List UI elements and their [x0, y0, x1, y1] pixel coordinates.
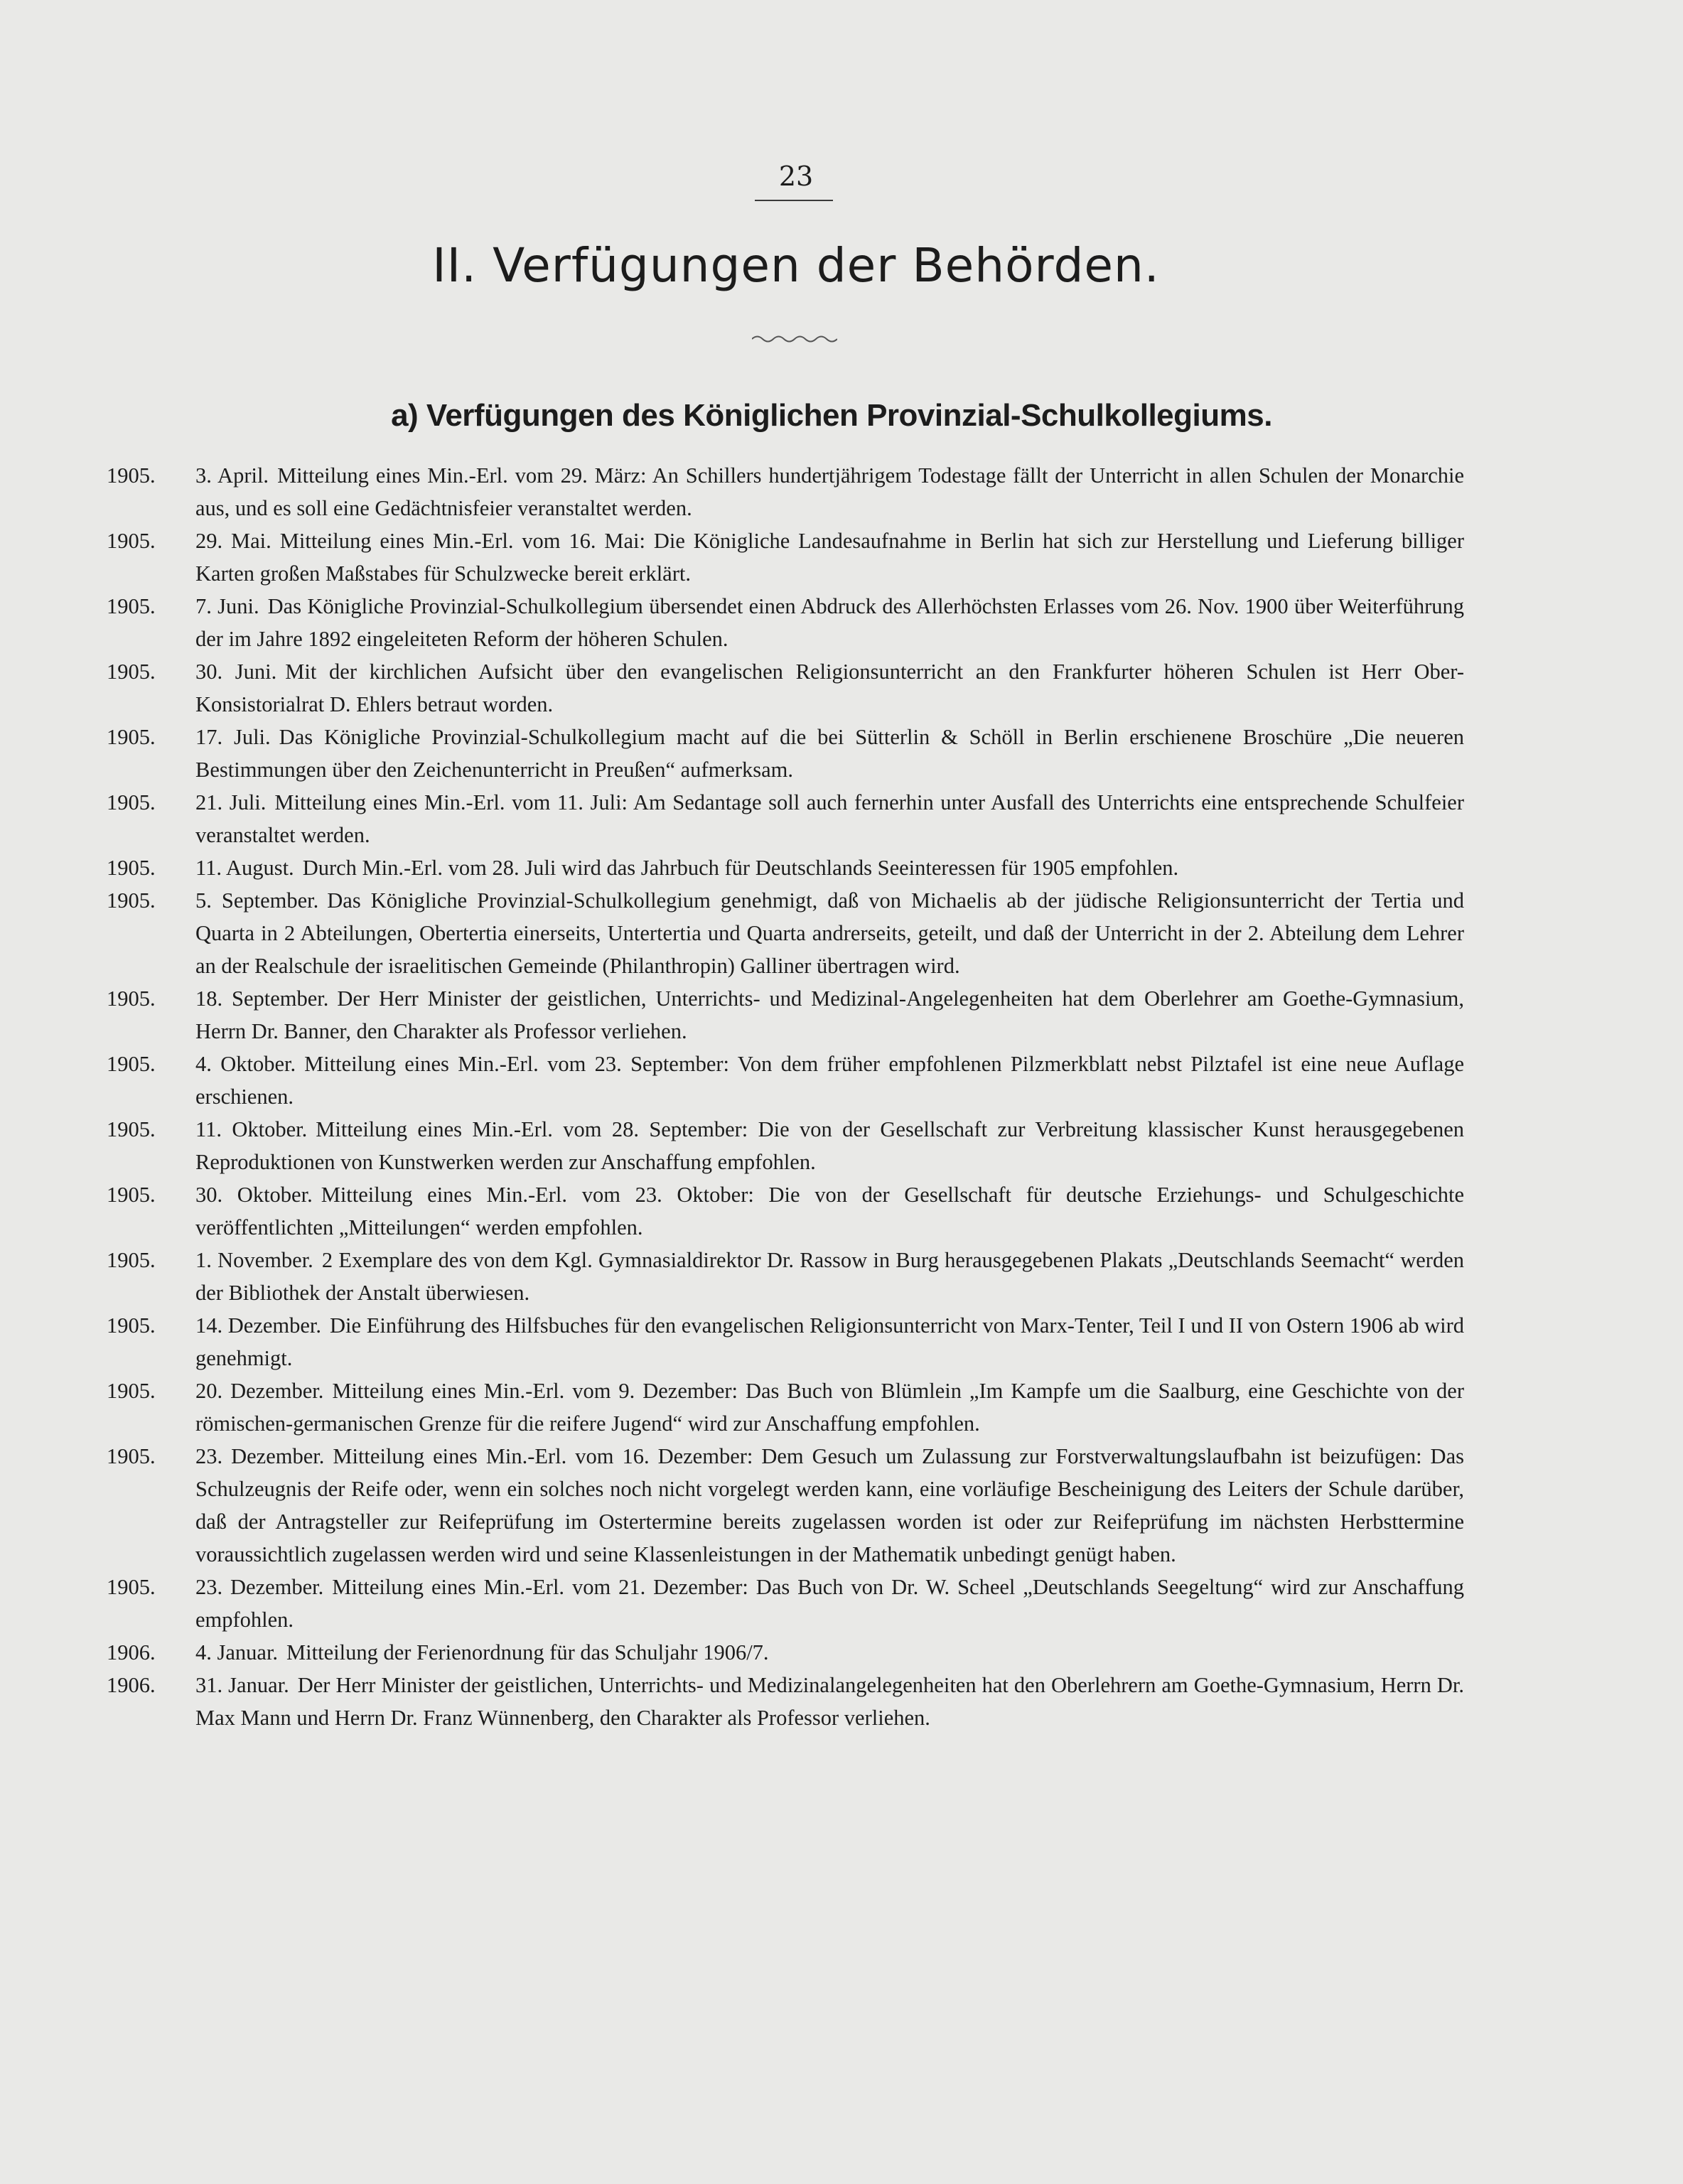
entry-text: 2 Exemplare des von dem Kgl. Gymnasialdirektor Dr. Rassow in Burg herausgegebenen Plakats „Deutschlands Seemacht“ werden der Bibliothek der Anstalt überwiesen.: [195, 1248, 1464, 1305]
entry-body: [195, 982, 1464, 1048]
entry-year: 1906.: [107, 1673, 156, 1697]
entry-year: 1905.: [107, 1313, 156, 1338]
list-item: [107, 851, 1464, 884]
entry-date: 23. Dezember.: [195, 1444, 325, 1468]
entry-body: [195, 1636, 1464, 1669]
list-item: [107, 1440, 1464, 1571]
entry-body: [195, 1178, 1464, 1244]
entry-date: 30. Juni.: [195, 660, 277, 684]
list-item: [107, 1669, 1464, 1734]
entry-text: Mitteilung eines Min.-Erl. vom 29. März: An Schillers hundertjährigem Todestage fällt der Unterricht in allen Schulen der Monarchie aus, und es soll eine Gedächtnisfeier veranstaltet werden.: [195, 463, 1464, 520]
subsection-title: a) Verfügungen des Königlichen Provinzial-Schulkollegiums.: [391, 398, 1272, 433]
entry-body: [195, 1440, 1464, 1571]
entry-text: Mitteilung eines Min.-Erl. vom 28. September: Die von der Gesellschaft zur Verbreitung klassischer Kunst herausgegebenen Reproduktionen von Kunstwerken werden zur Anschaffung empfohlen.: [195, 1117, 1464, 1174]
list-item: [107, 655, 1464, 721]
entry-year: 1905.: [107, 594, 156, 618]
list-item: [107, 786, 1464, 851]
entry-body: [195, 459, 1464, 525]
page-number: 23: [778, 161, 814, 192]
entry-body: [195, 884, 1464, 982]
entry-date: 20. Dezember.: [195, 1379, 324, 1403]
list-item: [107, 982, 1464, 1048]
entry-body: [195, 721, 1464, 786]
entry-text: Der Herr Minister der geistlichen, Unterrichts- und Medizinal-Angelegenheiten hat dem Oberlehrer am Goethe-Gymnasium, Herrn Dr. Banner, den Charakter als Professor verliehen.: [195, 986, 1464, 1043]
entry-text: Das Königliche Provinzial-Schulkollegium übersendet einen Abdruck des Allerhöchsten Erlasses vom 26. Nov. 1900 über Weiterführung der im Jahre 1892 eingeleiteten Reform der höheren Schulen.: [195, 594, 1465, 651]
list-item: [107, 1375, 1464, 1440]
entry-text: Mitteilung eines Min.-Erl. vom 23. September: Von dem früher empfohlenen Pilzmerkblatt nebst Pilztafel ist eine neue Auflage erschienen.: [195, 1052, 1465, 1109]
entry-year: 1905.: [107, 463, 156, 488]
entry-text: Die Einführung des Hilfsbuches für den evangelischen Religionsunterricht von Marx-Tenter, Teil I und II von Ostern 1906 ab wird genehmigt.: [195, 1313, 1465, 1370]
entry-list: [107, 459, 1464, 1734]
entry-date: 30. Oktober.: [195, 1183, 313, 1207]
entry-text: Das Königliche Provinzial-Schulkollegium genehmigt, daß von Michaelis ab der jüdische Religionsunterricht der Tertia und Quarta in 2 Abteilungen, Obertertia einerseits, Untertertia und Quarta andrerseits, geteilt, und daß der Unterricht in der 2. Abteilung dem Lehrer an der Realschule der israelitischen Gemeinde (Philanthropin) Galliner übertragen wird.: [195, 888, 1464, 978]
entry-year: 1905.: [107, 856, 156, 880]
list-item: [107, 1048, 1464, 1113]
entry-year: 1905.: [107, 725, 156, 749]
entry-text: Mitteilung eines Min.-Erl. vom 16. Mai: Die Königliche Landesaufnahme in Berlin hat sich zur Herstellung und Lieferung billiger Karten großen Maßstabes für Schulzwecke bereit erklärt.: [195, 529, 1464, 586]
entry-text: Mit der kirchlichen Aufsicht über den evangelischen Religionsunterricht an den Frankfurter höheren Schulen ist Herr Ober-Konsistorialrat D. Ehlers betraut worden.: [195, 660, 1464, 716]
entry-year: 1905.: [107, 790, 156, 814]
list-item: [107, 1244, 1464, 1309]
entry-date: 11. August.: [195, 856, 294, 880]
entry-year: 1905.: [107, 1183, 156, 1207]
entry-year: 1905.: [107, 1444, 156, 1468]
entry-date: 5. September.: [195, 888, 319, 913]
list-item: [107, 1571, 1464, 1636]
entry-year: 1905.: [107, 660, 156, 684]
entry-date: 11. Oktober.: [195, 1117, 308, 1141]
page-number-rule: [755, 200, 833, 201]
entry-date: 3. April.: [195, 463, 269, 488]
entry-year: 1905.: [107, 1248, 156, 1272]
entry-date: 4. Oktober.: [195, 1052, 296, 1076]
entry-year: 1906.: [107, 1640, 156, 1664]
list-item: [107, 721, 1464, 786]
entry-year: 1905.: [107, 888, 156, 913]
entry-text: Mitteilung eines Min.-Erl. vom 21. Dezember: Das Buch von Dr. W. Scheel „Deutschlands Seegeltung“ wird zur Anschaffung empfohlen.: [195, 1575, 1464, 1632]
entry-body: [195, 1244, 1464, 1309]
entry-date: 21. Juli.: [195, 790, 267, 814]
entry-body: [195, 525, 1464, 590]
entry-body: [195, 1048, 1464, 1113]
entry-text: Mitteilung eines Min.-Erl. vom 16. Dezember: Dem Gesuch um Zulassung zur Forstverwaltungslaufbahn ist beizufügen: Das Schulzeugnis der Reife oder, wenn ein solches noch nicht vorgelegt werden kann, eine vorläufige Bescheinigung des Leiters der Schule darüber, daß der Antragsteller zur Reifeprüfung im Ostertermine bereits zugelassen worden ist oder zur Reifeprüfung im nächsten Herbsttermine voraussichtlich zugelassen werden wird und seine Klassenleistungen in der Mathematik unbedingt genügt haben.: [195, 1444, 1464, 1566]
entry-body: [195, 655, 1464, 721]
section-title: II. Verfügungen der Behörden.: [432, 238, 1160, 293]
list-item: [107, 1636, 1464, 1669]
entry-year: 1905.: [107, 1117, 156, 1141]
entry-year: 1905.: [107, 1379, 156, 1403]
list-item: [107, 459, 1464, 525]
entry-date: 31. Januar.: [195, 1673, 289, 1697]
entry-date: 23. Dezember.: [195, 1575, 324, 1599]
entry-text: Mitteilung eines Min.-Erl. vom 11. Juli: Am Sedantage soll auch fernerhin unter Ausfall des Unterrichts eine entsprechende Schulfeier veranstaltet werden.: [195, 790, 1464, 847]
list-item: [107, 525, 1464, 590]
entry-year: 1905.: [107, 1575, 156, 1599]
entry-body: [195, 851, 1464, 884]
entry-text: Mitteilung eines Min.-Erl. vom 9. Dezember: Das Buch von Blümlein „Im Kampfe um die Saalburg, eine Geschichte von der römischen-germanischen Grenze für die reifere Jugend“ wird zur Anschaffung empfohlen.: [195, 1379, 1464, 1436]
entry-body: [195, 1113, 1464, 1178]
list-item: [107, 1309, 1464, 1375]
ornament-wave-icon: [752, 334, 837, 344]
entry-text: Der Herr Minister der geistlichen, Unterrichts- und Medizinalangelegenheiten hat den Oberlehrern am Goethe-Gymnasium, Herrn Dr. Max Mann und Herrn Dr. Franz Wünnenberg, den Charakter als Professor verliehen.: [195, 1673, 1464, 1730]
entry-date: 18. September.: [195, 986, 329, 1011]
entry-year: 1905.: [107, 986, 156, 1011]
entry-body: [195, 1571, 1464, 1636]
entry-year: 1905.: [107, 529, 156, 553]
entry-date: 14. Dezember.: [195, 1313, 322, 1338]
entry-body: [195, 1375, 1464, 1440]
entry-date: 7. Juni.: [195, 594, 259, 618]
entry-date: 1. November.: [195, 1248, 313, 1272]
list-item: [107, 884, 1464, 982]
entry-text: Durch Min.-Erl. vom 28. Juli wird das Jahrbuch für Deutschlands Seeinteressen für 1905 empfohlen.: [302, 856, 1179, 880]
list-item: [107, 590, 1464, 655]
entry-body: [195, 786, 1464, 851]
entry-year: 1905.: [107, 1052, 156, 1076]
entry-text: Mitteilung eines Min.-Erl. vom 23. Oktober: Die von der Gesellschaft für deutsche Erziehungs- und Schulgeschichte veröffentlichten „Mitteilungen“ werden empfohlen.: [195, 1183, 1464, 1239]
list-item: [107, 1178, 1464, 1244]
entry-body: [195, 590, 1464, 655]
entry-body: [195, 1669, 1464, 1734]
entry-date: 17. Juli.: [195, 725, 271, 749]
entry-text: Das Königliche Provinzial-Schulkollegium macht auf die bei Sütterlin & Schöll in Berlin erschienene Broschüre „Die neueren Bestimmungen über den Zeichenunterricht in Preußen“ aufmerksam.: [195, 725, 1465, 782]
entry-text: Mitteilung der Ferienordnung für das Schuljahr 1906/7.: [286, 1640, 769, 1664]
entry-body: [195, 1309, 1464, 1375]
entry-date: 4. Januar.: [195, 1640, 279, 1664]
entry-date: 29. Mai.: [195, 529, 271, 553]
list-item: [107, 1113, 1464, 1178]
